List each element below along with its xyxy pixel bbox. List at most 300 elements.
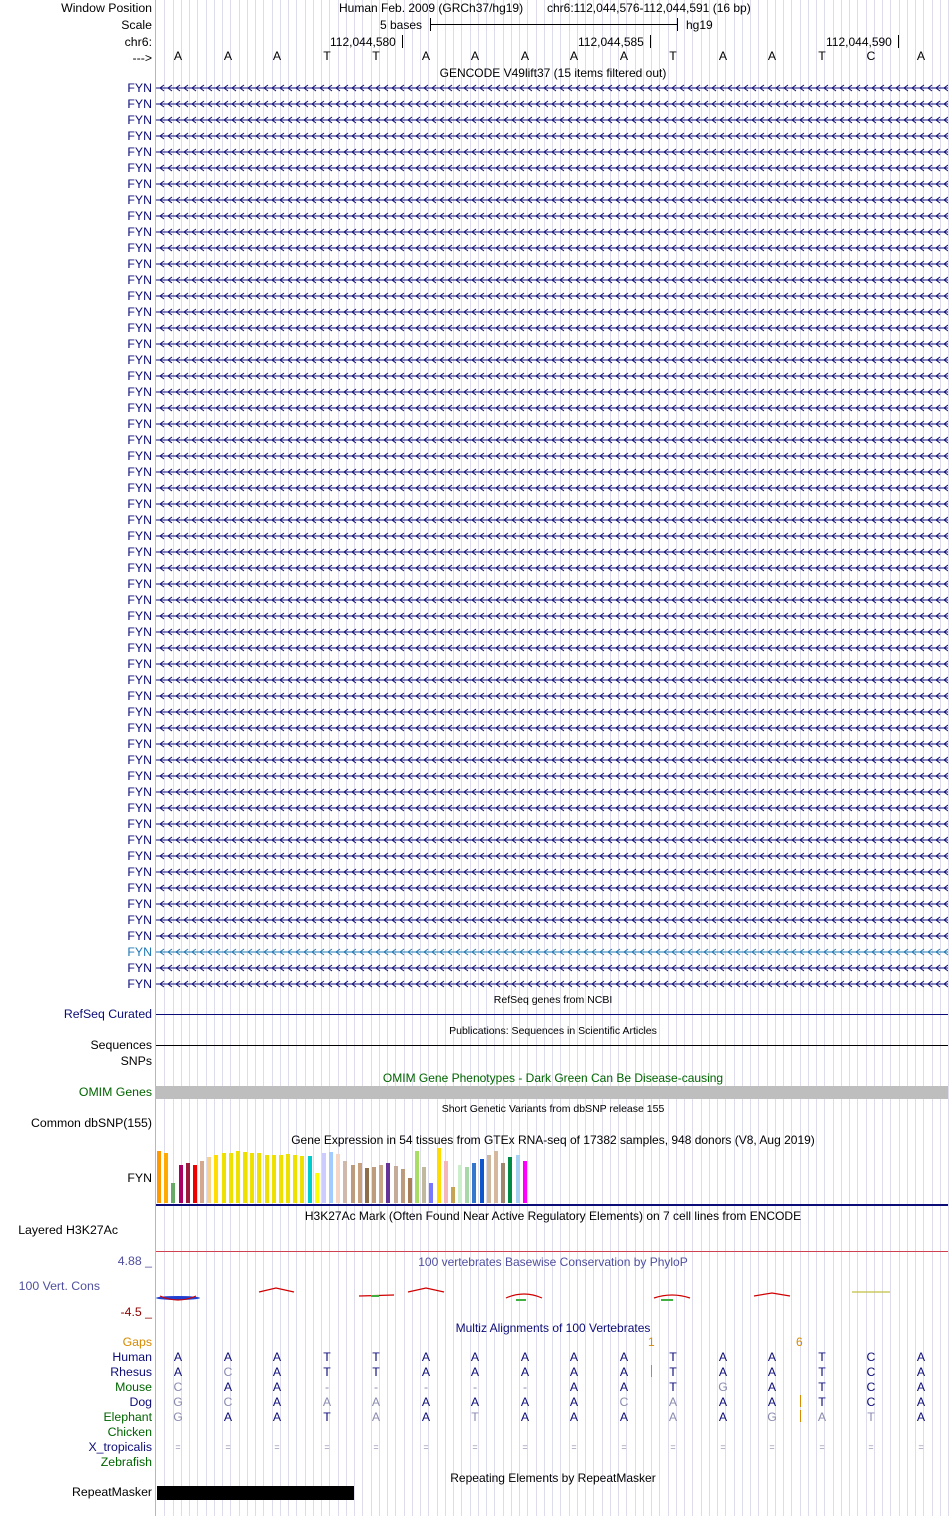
gtex-tissue-bar[interactable] xyxy=(408,1178,412,1203)
gtex-tissue-bar[interactable] xyxy=(272,1155,276,1203)
gtex-tissue-bar[interactable] xyxy=(193,1165,197,1203)
gencode-gene-label[interactable]: FYN xyxy=(127,961,152,975)
aligned-base: C xyxy=(866,1350,876,1364)
gencode-transcript[interactable] xyxy=(156,848,948,864)
gencode-gene-label[interactable]: FYN xyxy=(127,257,152,271)
gencode-gene-label[interactable]: FYN xyxy=(127,609,152,623)
gencode-gene-label[interactable]: FYN xyxy=(127,705,152,719)
gencode-transcript[interactable] xyxy=(156,592,948,608)
gencode-transcript[interactable] xyxy=(156,480,948,496)
gencode-transcript[interactable] xyxy=(156,512,948,528)
gtex-gene-model xyxy=(156,1204,948,1206)
aligned-base: A xyxy=(223,1410,233,1424)
gencode-transcript[interactable] xyxy=(156,672,948,688)
gtex-tissue-bar[interactable] xyxy=(308,1156,312,1203)
aligned-base: C xyxy=(619,1395,629,1409)
species-label[interactable]: Mouse xyxy=(115,1380,152,1394)
gtex-tissue-bar[interactable] xyxy=(523,1161,527,1203)
gtex-tissue-bar[interactable] xyxy=(422,1167,426,1203)
gencode-gene-label[interactable]: FYN xyxy=(127,113,152,127)
aligned-base: - xyxy=(522,1380,528,1394)
gencode-gene-label[interactable]: FYN xyxy=(127,673,152,687)
gtex-tissue-bar[interactable] xyxy=(508,1157,512,1203)
phylop-max-label: 4.88 _ xyxy=(117,1254,152,1268)
aligned-base: A xyxy=(470,1350,480,1364)
gencode-transcript[interactable] xyxy=(156,640,948,656)
gtex-tissue-bar[interactable] xyxy=(300,1156,304,1203)
gencode-gene-label[interactable]: FYN xyxy=(127,577,152,591)
gencode-transcript[interactable] xyxy=(156,432,948,448)
aligned-base: T xyxy=(323,1365,331,1379)
gencode-gene-label[interactable]: FYN xyxy=(127,929,152,943)
aligned-base: A xyxy=(916,1410,926,1424)
gtex-tissue-bar[interactable] xyxy=(315,1173,319,1203)
gencode-transcript[interactable] xyxy=(156,832,948,848)
gencode-gene-label[interactable]: FYN xyxy=(127,321,152,335)
gencode-gene-label[interactable]: FYN xyxy=(127,129,152,143)
gtex-tissue-bar[interactable] xyxy=(265,1155,269,1203)
transcript-line xyxy=(156,304,948,320)
gtex-tissue-bar[interactable] xyxy=(358,1163,362,1203)
gtex-gene-label[interactable]: FYN xyxy=(127,1171,152,1185)
sequence-base: A xyxy=(223,49,233,63)
phylop-track-label[interactable]: 100 Vert. Cons xyxy=(18,1279,100,1293)
gencode-transcript[interactable] xyxy=(156,704,948,720)
gencode-transcript[interactable] xyxy=(156,624,948,640)
gencode-transcript[interactable] xyxy=(156,784,948,800)
gencode-gene-label[interactable]: FYN xyxy=(127,625,152,639)
gencode-transcript[interactable] xyxy=(156,224,948,240)
aligned-base: A xyxy=(767,1395,777,1409)
gtex-tissue-bar[interactable] xyxy=(379,1165,383,1203)
gencode-gene-label[interactable]: FYN xyxy=(127,513,152,527)
gencode-gene-label[interactable]: FYN xyxy=(127,385,152,399)
gencode-gene-label[interactable]: FYN xyxy=(127,433,152,447)
assembly-title: Human Feb. 2009 (GRCh37/hg19) xyxy=(339,1,524,15)
sequence-base: A xyxy=(916,49,926,63)
transcript-line xyxy=(156,608,948,624)
gencode-transcript[interactable] xyxy=(156,96,948,112)
gencode-gene-label[interactable]: FYN xyxy=(127,305,152,319)
ruler-tick-mark xyxy=(650,35,651,48)
gencode-gene-label[interactable]: FYN xyxy=(127,945,152,959)
gtex-tissue-bar[interactable] xyxy=(222,1153,226,1203)
aligned-base: A xyxy=(520,1395,530,1409)
gtex-tissue-bar[interactable] xyxy=(437,1148,441,1203)
gencode-transcript[interactable] xyxy=(156,128,948,144)
gencode-transcript[interactable] xyxy=(156,304,948,320)
gtex-tissue-bar[interactable] xyxy=(207,1157,211,1203)
aligned-base: A xyxy=(718,1395,728,1409)
gencode-gene-label[interactable]: FYN xyxy=(127,481,152,495)
gencode-transcript[interactable] xyxy=(156,752,948,768)
transcript-line xyxy=(156,976,948,992)
sequence-base: A xyxy=(520,49,530,63)
gencode-transcript[interactable] xyxy=(156,768,948,784)
gencode-gene-label[interactable]: FYN xyxy=(127,737,152,751)
gencode-gene-label[interactable]: FYN xyxy=(127,641,152,655)
gencode-transcript[interactable] xyxy=(156,928,948,944)
gencode-transcript[interactable] xyxy=(156,400,948,416)
sequence-base: A xyxy=(272,49,282,63)
gtex-tissue-bar[interactable] xyxy=(480,1159,484,1203)
aligned-base: = xyxy=(868,1442,874,1452)
gencode-transcript[interactable] xyxy=(156,352,948,368)
gencode-gene-label[interactable]: FYN xyxy=(127,193,152,207)
aligned-base: G xyxy=(767,1410,777,1424)
gencode-transcript[interactable] xyxy=(156,720,948,736)
gtex-tissue-bar[interactable] xyxy=(429,1183,433,1203)
gtex-tissue-bar[interactable] xyxy=(394,1166,398,1203)
gtex-tissue-bar[interactable] xyxy=(286,1154,290,1203)
phylop-signal xyxy=(156,1284,948,1306)
gencode-transcript[interactable] xyxy=(156,384,948,400)
gencode-gene-label[interactable]: FYN xyxy=(127,913,152,927)
gencode-gene-label[interactable]: FYN xyxy=(127,497,152,511)
gtex-tissue-bar[interactable] xyxy=(465,1167,469,1203)
db-label: hg19 xyxy=(686,18,713,32)
aligned-base: A xyxy=(718,1365,728,1379)
transcript-line xyxy=(156,144,948,160)
gencode-transcript[interactable] xyxy=(156,288,948,304)
aligned-base: A xyxy=(619,1410,629,1424)
gencode-transcript[interactable] xyxy=(156,544,948,560)
gtex-tissue-bar[interactable] xyxy=(351,1165,355,1203)
gtex-tissue-bar[interactable] xyxy=(501,1163,505,1203)
gtex-tissue-bar[interactable] xyxy=(336,1154,340,1203)
gencode-gene-label[interactable]: FYN xyxy=(127,145,152,159)
rmsk-track-label[interactable]: RepeatMasker xyxy=(72,1485,152,1499)
gencode-transcript[interactable] xyxy=(156,448,948,464)
window-position-label: Window Position xyxy=(61,1,152,15)
aligned-base: = xyxy=(918,1442,924,1452)
phylop-mark xyxy=(259,1288,294,1292)
gencode-gene-label[interactable]: FYN xyxy=(127,545,152,559)
aligned-base: A xyxy=(520,1350,530,1364)
gencode-transcript[interactable] xyxy=(156,912,948,928)
sequence-base: A xyxy=(470,49,480,63)
gtex-tissue-bar[interactable] xyxy=(386,1163,390,1203)
aligned-base: = xyxy=(472,1442,478,1452)
aligned-base: A xyxy=(668,1410,678,1424)
gencode-gene-label[interactable]: FYN xyxy=(127,401,152,415)
gencode-gene-label[interactable]: FYN xyxy=(127,785,152,799)
gencode-gene-label[interactable]: FYN xyxy=(127,465,152,479)
h3k27ac-track-label[interactable]: Layered H3K27Ac xyxy=(18,1223,118,1237)
aligned-base: C xyxy=(223,1365,233,1379)
gencode-gene-label[interactable]: FYN xyxy=(127,209,152,223)
gencode-transcript[interactable] xyxy=(156,144,948,160)
gencode-transcript[interactable] xyxy=(156,80,948,96)
repeat-element-block[interactable] xyxy=(157,1486,354,1500)
aligned-base: T xyxy=(323,1410,331,1424)
scale-bar xyxy=(430,24,677,25)
omim-track-label[interactable]: OMIM Genes xyxy=(78,1085,152,1099)
transcript-line xyxy=(156,848,948,864)
aligned-base: T xyxy=(669,1365,677,1379)
dbsnp-track-label[interactable]: Common dbSNP(155) xyxy=(31,1116,152,1130)
gtex-tissue-bar[interactable] xyxy=(372,1167,376,1203)
gtex-tissue-bar[interactable] xyxy=(494,1151,498,1203)
transcript-line xyxy=(156,688,948,704)
gencode-gene-label[interactable]: FYN xyxy=(127,593,152,607)
sequence-base: T xyxy=(372,49,380,63)
gencode-gene-label[interactable]: FYN xyxy=(127,417,152,431)
aligned-base: A xyxy=(619,1380,629,1394)
scale-bar-right-tick xyxy=(677,18,678,31)
gtex-tissue-bar[interactable] xyxy=(200,1161,204,1203)
gtex-tissue-bar[interactable] xyxy=(164,1153,168,1203)
aligned-base: A xyxy=(718,1410,728,1424)
gencode-transcript[interactable] xyxy=(156,464,948,480)
aligned-base: A xyxy=(520,1365,530,1379)
gencode-gene-label[interactable]: FYN xyxy=(127,241,152,255)
gtex-tissue-bar[interactable] xyxy=(229,1153,233,1203)
aligned-base: A xyxy=(371,1410,381,1424)
gtex-tissue-bar[interactable] xyxy=(214,1155,218,1203)
transcript-line xyxy=(156,320,948,336)
gtex-tissue-bar[interactable] xyxy=(250,1153,254,1203)
dbsnp-track-title: Short Genetic Variants from dbSNP release 155 xyxy=(441,1103,665,1115)
gencode-transcript[interactable] xyxy=(156,880,948,896)
species-label[interactable]: X_tropicalis xyxy=(88,1440,152,1454)
transcript-line xyxy=(156,368,948,384)
aligned-base: A xyxy=(223,1350,233,1364)
gtex-tissue-bar[interactable] xyxy=(171,1183,175,1203)
species-label[interactable]: Rhesus xyxy=(110,1365,152,1379)
sequence-base: A xyxy=(569,49,579,63)
gencode-transcript[interactable] xyxy=(156,944,948,960)
gencode-gene-label[interactable]: FYN xyxy=(127,721,152,735)
pubs-sequence-line[interactable] xyxy=(156,1045,948,1046)
gencode-transcript[interactable] xyxy=(156,816,948,832)
species-label[interactable]: Elephant xyxy=(103,1410,152,1424)
gencode-gene-label[interactable]: FYN xyxy=(127,881,152,895)
gencode-gene-label[interactable]: FYN xyxy=(127,225,152,239)
gencode-gene-label[interactable]: FYN xyxy=(127,353,152,367)
aligned-base: - xyxy=(324,1380,330,1394)
gencode-gene-label[interactable]: FYN xyxy=(127,81,152,95)
aligned-base: = xyxy=(274,1442,280,1452)
gtex-tissue-bar[interactable] xyxy=(243,1152,247,1203)
ruler-tick-1: 112,044,580 xyxy=(330,35,396,49)
refseq-gene-line[interactable] xyxy=(156,1014,948,1015)
gencode-gene-label[interactable]: FYN xyxy=(127,97,152,111)
gtex-tissue-bar[interactable] xyxy=(516,1155,520,1203)
transcript-line xyxy=(156,592,948,608)
gtex-tissue-bar[interactable] xyxy=(279,1155,283,1203)
aligned-base: = xyxy=(423,1442,429,1452)
sequence-base: A xyxy=(421,49,431,63)
gencode-gene-label[interactable]: FYN xyxy=(127,897,152,911)
aligned-base: - xyxy=(373,1380,379,1394)
gencode-gene-label[interactable]: FYN xyxy=(127,369,152,383)
refseq-track-label[interactable]: RefSeq Curated xyxy=(63,1007,152,1021)
sequence-base: A xyxy=(718,49,728,63)
gencode-transcript[interactable] xyxy=(156,496,948,512)
gencode-transcript[interactable] xyxy=(156,112,948,128)
transcript-line xyxy=(156,800,948,816)
gencode-gene-label[interactable]: FYN xyxy=(127,865,152,879)
gencode-transcript[interactable] xyxy=(156,272,948,288)
transcript-line xyxy=(156,432,948,448)
gencode-gene-label[interactable]: FYN xyxy=(127,529,152,543)
aligned-base: A xyxy=(817,1410,827,1424)
sequence-base: A xyxy=(767,49,777,63)
gencode-gene-label[interactable]: FYN xyxy=(127,161,152,175)
gtex-tissue-bar[interactable] xyxy=(329,1152,333,1203)
gtex-tissue-bar[interactable] xyxy=(179,1165,183,1203)
aligned-base: T xyxy=(669,1350,677,1364)
h3k27ac-track-title: H3K27Ac Mark (Often Found Near Active Regulatory Elements) on 7 cell lines from ENCODE xyxy=(304,1209,802,1223)
gencode-transcript[interactable] xyxy=(156,208,948,224)
gencode-gene-label[interactable]: FYN xyxy=(127,833,152,847)
omim-gene-block[interactable] xyxy=(156,1086,948,1099)
transcript-line xyxy=(156,864,948,880)
aligned-base: G xyxy=(173,1410,183,1424)
species-label[interactable]: Dog xyxy=(129,1395,152,1409)
ruler-tick-mark xyxy=(898,35,899,48)
gtex-tissue-bar[interactable] xyxy=(472,1163,476,1203)
aligned-base: T xyxy=(818,1365,826,1379)
gencode-gene-label[interactable]: FYN xyxy=(127,849,152,863)
gtex-tissue-bar[interactable] xyxy=(415,1151,419,1203)
aligned-base: A xyxy=(272,1395,282,1409)
gtex-tissue-bar[interactable] xyxy=(487,1155,491,1203)
gtex-tissue-bar[interactable] xyxy=(444,1161,448,1203)
gencode-transcript[interactable] xyxy=(156,192,948,208)
phylop-mark xyxy=(654,1295,690,1298)
transcript-line xyxy=(156,384,948,400)
gencode-transcript[interactable] xyxy=(156,528,948,544)
gencode-gene-label[interactable]: FYN xyxy=(127,753,152,767)
gencode-transcript[interactable] xyxy=(156,688,948,704)
gencode-gene-label[interactable]: FYN xyxy=(127,817,152,831)
gencode-transcript[interactable] xyxy=(156,336,948,352)
aligned-base: - xyxy=(472,1380,478,1394)
gtex-tissue-bar[interactable] xyxy=(293,1155,297,1203)
gencode-gene-label[interactable]: FYN xyxy=(127,273,152,287)
phylop-mark xyxy=(371,1295,379,1297)
transcript-line xyxy=(156,512,948,528)
aligned-base: T xyxy=(867,1410,875,1424)
gtex-tissue-bar[interactable] xyxy=(401,1169,405,1203)
aligned-base: = xyxy=(571,1442,577,1452)
rhesus-insert-mark xyxy=(651,1365,652,1377)
gencode-transcript[interactable] xyxy=(156,320,948,336)
transcript-line xyxy=(156,176,948,192)
transcript-line xyxy=(156,336,948,352)
gencode-transcript[interactable] xyxy=(156,656,948,672)
transcript-line xyxy=(156,784,948,800)
gencode-gene-label[interactable]: FYN xyxy=(127,177,152,191)
sequences-track-label[interactable]: Sequences xyxy=(90,1038,152,1052)
transcript-line xyxy=(156,448,948,464)
transcript-line xyxy=(156,944,948,960)
gtex-tissue-bar[interactable] xyxy=(365,1168,369,1203)
gencode-transcript[interactable] xyxy=(156,736,948,752)
gtex-tissue-bar[interactable] xyxy=(236,1151,240,1203)
snps-track-label[interactable]: SNPs xyxy=(120,1054,152,1068)
pubs-track-title: Publications: Sequences in Scientific Articles xyxy=(449,1025,657,1037)
aligned-base: T xyxy=(471,1410,479,1424)
gencode-transcript[interactable] xyxy=(156,160,948,176)
transcript-line xyxy=(156,704,948,720)
aligned-base: A xyxy=(272,1380,282,1394)
gencode-gene-label[interactable]: FYN xyxy=(127,449,152,463)
omim-track-title: OMIM Gene Phenotypes - Dark Green Can Be Disease-causing xyxy=(382,1071,724,1085)
aligned-base: A xyxy=(371,1395,381,1409)
gencode-transcript[interactable] xyxy=(156,976,948,992)
transcript-line xyxy=(156,960,948,976)
sequence-base: C xyxy=(866,49,876,63)
gencode-gene-label[interactable]: FYN xyxy=(127,337,152,351)
gtex-tissue-bar[interactable] xyxy=(186,1163,190,1203)
chrom-label: chr6: xyxy=(124,35,152,49)
gtex-tissue-bar[interactable] xyxy=(322,1153,326,1203)
gencode-transcript[interactable] xyxy=(156,176,948,192)
gencode-transcript[interactable] xyxy=(156,560,948,576)
gencode-transcript[interactable] xyxy=(156,608,948,624)
gencode-gene-label[interactable]: FYN xyxy=(127,561,152,575)
phylop-mark xyxy=(754,1293,790,1296)
transcript-line xyxy=(156,576,948,592)
gencode-transcript[interactable] xyxy=(156,416,948,432)
aligned-base: A xyxy=(322,1395,332,1409)
gtex-tissue-bar[interactable] xyxy=(451,1187,455,1203)
species-label[interactable]: Zebrafish xyxy=(100,1455,152,1469)
dog-insert-mark xyxy=(800,1395,801,1407)
gencode-gene-label[interactable]: FYN xyxy=(127,289,152,303)
species-label[interactable]: Human xyxy=(112,1350,152,1364)
gencode-gene-label[interactable]: FYN xyxy=(127,689,152,703)
sequence-base: A xyxy=(173,49,183,63)
gtex-tissue-bar[interactable] xyxy=(343,1161,347,1203)
aligned-base: C xyxy=(866,1380,876,1394)
gencode-transcript[interactable] xyxy=(156,240,948,256)
transcript-line xyxy=(156,560,948,576)
gencode-gene-label[interactable]: FYN xyxy=(127,801,152,815)
gtex-tissue-bar[interactable] xyxy=(257,1153,261,1203)
transcript-line xyxy=(156,160,948,176)
gencode-transcript[interactable] xyxy=(156,800,948,816)
gencode-gene-label[interactable]: FYN xyxy=(127,977,152,991)
phylop-mark xyxy=(516,1299,526,1301)
aligned-base: = xyxy=(373,1442,379,1452)
aligned-base: = xyxy=(819,1442,825,1452)
transcript-line xyxy=(156,832,948,848)
gencode-transcript[interactable] xyxy=(156,576,948,592)
species-label[interactable]: Chicken xyxy=(107,1425,152,1439)
aligned-base: G xyxy=(173,1395,183,1409)
gtex-tissue-bar[interactable] xyxy=(157,1151,161,1203)
aligned-base: C xyxy=(866,1365,876,1379)
ruler-tick-3: 112,044,590 xyxy=(826,35,892,49)
gencode-transcript[interactable] xyxy=(156,896,948,912)
gencode-transcript[interactable] xyxy=(156,368,948,384)
gencode-transcript[interactable] xyxy=(156,864,948,880)
gencode-gene-label[interactable]: FYN xyxy=(127,769,152,783)
gencode-transcript[interactable] xyxy=(156,960,948,976)
aligned-base: T xyxy=(818,1395,826,1409)
gtex-tissue-bar[interactable] xyxy=(458,1165,462,1203)
aligned-base: A xyxy=(223,1380,233,1394)
gencode-transcript[interactable] xyxy=(156,256,948,272)
gencode-gene-label[interactable]: FYN xyxy=(127,657,152,671)
transcript-line xyxy=(156,656,948,672)
aligned-base: T xyxy=(323,1350,331,1364)
gtex-bar-chart[interactable] xyxy=(156,1148,556,1203)
